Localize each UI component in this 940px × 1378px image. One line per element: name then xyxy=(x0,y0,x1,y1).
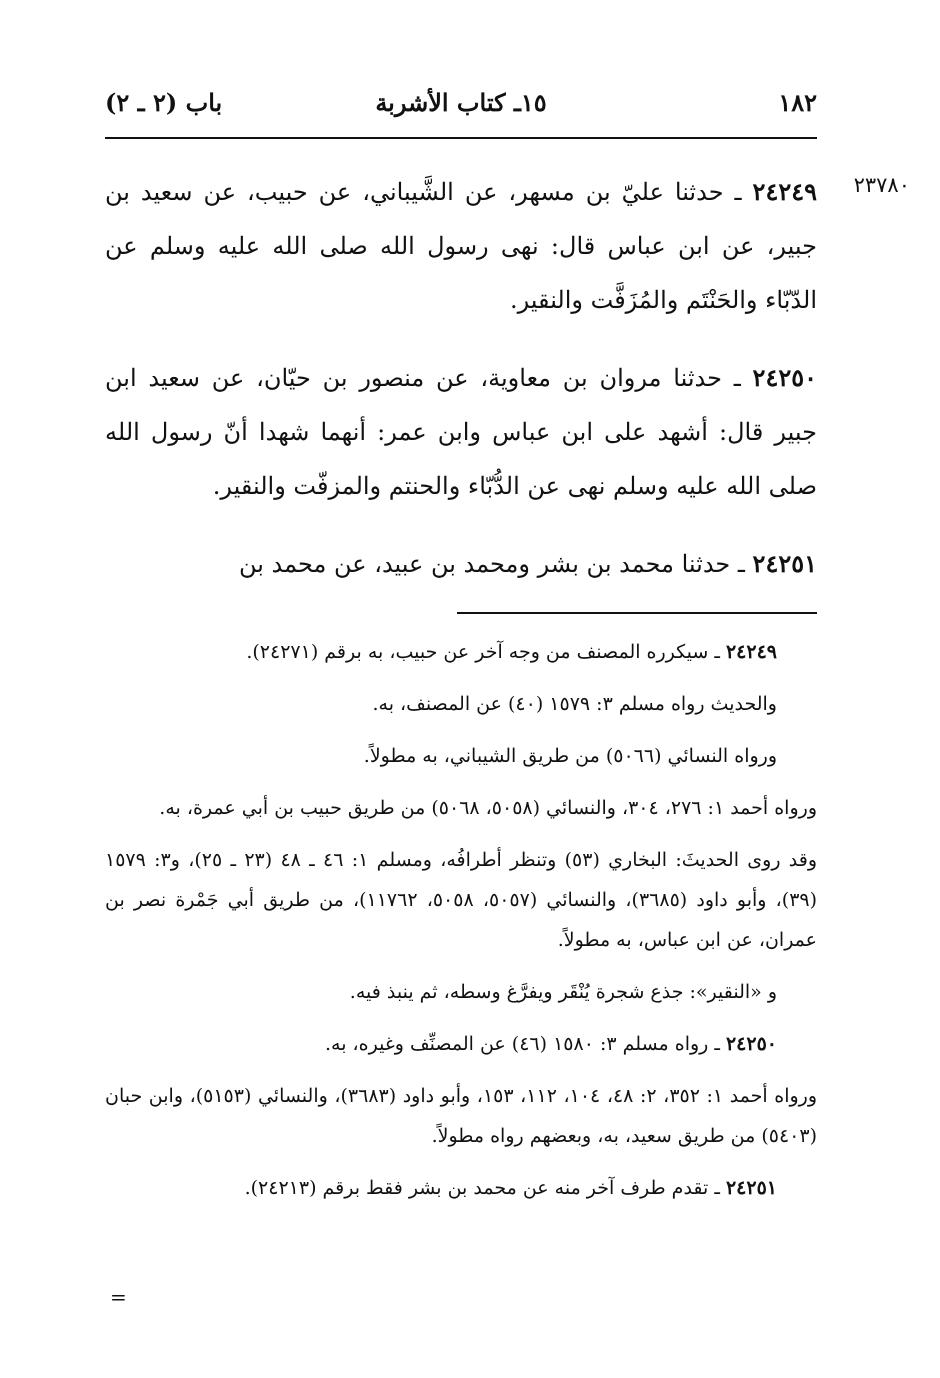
footnote-number: ٢٤٢٥٠ xyxy=(725,1033,777,1055)
continuation-mark: = xyxy=(110,1285,127,1309)
footnote-paragraph xyxy=(105,788,817,828)
footnote-number: ٢٤٢٥١ xyxy=(725,1177,777,1199)
hadith-text: ـ حدثنا مروان بن معاوية، عن منصور بن حيّان، عن سعيد ابن جبير قال: أشهد على ابن عباس وابن عمر: أنهما شهدا أنّ رسول الله صلى الله عليه وسلم نهى عن الدُّبّاء والحنتم والمزفّت والنقير. xyxy=(105,364,817,500)
footnote-text: وقد روى الحديثَ: البخاري (٥٣) وتنظر أطرافُه، ومسلم ١: ٤٦ ـ ٤٨ (٢٣ ـ ٢٥)، و٣: ١٥٧٩ (٣٩)، وأبو داود (٣٦٨٥)، والنسائي (٥٠٥٧، ٥٠٥٨، ١١٧٦٢)، من طريق أبي جَمْرة نصر بن عمران، عن ابن عباس، به مطولاً. xyxy=(105,849,818,951)
footnote-text: ـ سيكرره المصنف من وجه آخر عن حبيب، به برقم (٢٤٢٧١). xyxy=(246,641,726,663)
hadith-number: ٢٤٢٤٩ xyxy=(752,177,817,206)
margin-number: ٢٣٧٨٠ xyxy=(853,173,910,197)
main-text xyxy=(105,165,817,615)
footnote-text: ـ تقدم طرف آخر منه عن محمد بن بشر فقط برقم (٢٤٢١٣). xyxy=(244,1177,726,1199)
footnote-paragraph xyxy=(105,632,817,672)
footnote-text: والحديث رواه مسلم ٣: ١٥٧٩ (٤٠) عن المصنف، به. xyxy=(372,693,777,715)
hadith-paragraph xyxy=(105,351,817,513)
footnote-text: ورواه أحمد ١: ٢٧٦، ٣٠٤، والنسائي (٥٠٥٨، ٥٠٦٨) من طريق حبيب بن أبي عمرة، به. xyxy=(159,797,817,819)
footnote-paragraph xyxy=(105,840,817,960)
hadith-paragraph xyxy=(105,537,817,591)
footnote-text: و «النقير»: جذع شجرة يُنْقَر ويفرَّغ وسطه، ثم ينبذ فيه. xyxy=(349,981,777,1003)
footnote-rule xyxy=(457,612,817,614)
page-number: ١٨٢ xyxy=(778,88,817,117)
hadith-number: ٢٤٢٥١ xyxy=(752,549,817,578)
footnote-paragraph xyxy=(105,684,817,724)
page-header xyxy=(105,82,817,128)
footnote-paragraph xyxy=(105,1168,817,1208)
footnote-paragraph xyxy=(105,1076,817,1156)
header-rule xyxy=(105,137,817,139)
footnote-text: ورواه أحمد ١: ٣٥٢، ٢: ٤٨، ١٠٤، ١١٢، ١٥٣، وأبو داود (٣٦٨٣)، والنسائي (٥١٥٣)، وابن حبان (٥٤٠٣) من طريق سعيد، به، وبعضهم رواه مطولاً. xyxy=(105,1085,818,1147)
book-title: ١٥ـ كتاب الأشربة xyxy=(375,88,547,117)
footnote-paragraph xyxy=(105,972,817,1012)
hadith-number: ٢٤٢٥٠ xyxy=(752,363,817,392)
footnote-paragraph xyxy=(105,1024,817,1064)
footnotes xyxy=(105,632,817,1220)
footnote-text: ورواه النسائي (٥٠٦٦) من طريق الشيباني، به مطولاً. xyxy=(363,745,777,767)
footnote-text: ـ رواه مسلم ٣: ١٥٨٠ (٤٦) عن المصنِّف وغيره، به. xyxy=(324,1033,726,1055)
chapter-label: باب (٢ ـ ٢) xyxy=(105,88,223,117)
footnote-number: ٢٤٢٤٩ xyxy=(725,641,777,663)
hadith-paragraph xyxy=(105,165,817,327)
footnote-paragraph xyxy=(105,736,817,776)
hadith-text: ـ حدثنا محمد بن بشر ومحمد بن عبيد، عن محمد بن xyxy=(238,550,753,578)
hadith-text: ـ حدثنا عليّ بن مسهر، عن الشَّيباني، عن حبيب، عن سعيد بن جبير، عن ابن عباس قال: نهى رسول الله صلى الله عليه وسلم عن الدّبّاء والحَنْتَم والمُزَفَّت والنقير. xyxy=(105,178,817,314)
